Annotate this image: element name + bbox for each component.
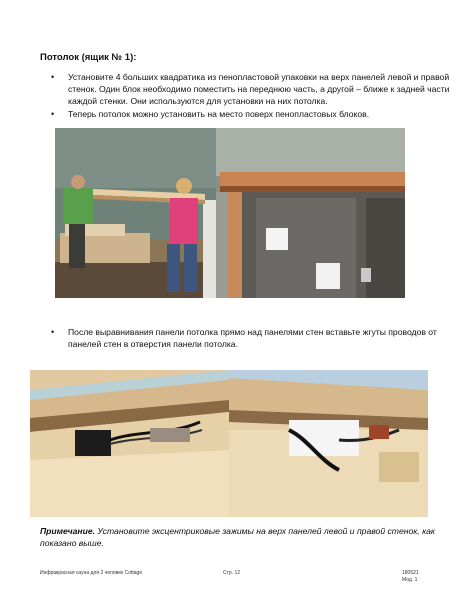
instruction-list-bottom: [40, 327, 450, 353]
bullet-icon: •: [51, 109, 55, 120]
instruction-list-top: [40, 72, 450, 123]
photo-sauna-glass-door: [216, 128, 405, 298]
instruction-item: [40, 327, 450, 351]
note-paragraph: [40, 526, 450, 550]
photo-lifting-ceiling-image: [55, 128, 216, 298]
photo-wire-harness-right-image: [229, 370, 428, 517]
footer-product-name: Инфракрасная сауна для 2 человек Cottage: [40, 570, 143, 576]
instruction-item: [40, 72, 450, 107]
bullet-icon: •: [51, 327, 55, 337]
footer-doc-code: 180521: [402, 570, 419, 576]
instruction-text: Теперь потолок можно установить на место поверх пенопластовых блоков.: [68, 109, 370, 120]
instruction-item: [40, 109, 450, 121]
photo-wire-harness-right: [229, 370, 428, 517]
footer-page-number: Стр. 12: [223, 570, 241, 576]
instruction-text: После выравнивания панели потолка прямо над панелями стен вставьте жгуты проводов от панелей стен в отверстия панели потолка.: [68, 327, 437, 349]
photo-wire-harness-left-image: [30, 370, 229, 517]
instruction-text: Установите 4 больших квадратика из пенопластовой упаковки на верх панелей левой и правой стенок. Один блок необходимо поместить на переднюю часть, а другой – ближе к задней части каждой стенки. Они используются для установки на них потолка.: [68, 72, 450, 106]
footer-revision: Мод. 1: [402, 577, 418, 583]
section-heading: Потолок (ящик № 1):: [40, 52, 137, 63]
note-label: Примечание.: [40, 526, 95, 536]
note-text: Установите эксцентриковые зажимы на верх панелей левой и правой стенок, как показано выше.: [40, 526, 435, 548]
photo-lifting-ceiling: [55, 128, 216, 298]
photo-sauna-glass-door-image: [216, 128, 405, 298]
photo-wire-harness-left: [30, 370, 229, 517]
bullet-icon: •: [51, 72, 55, 82]
